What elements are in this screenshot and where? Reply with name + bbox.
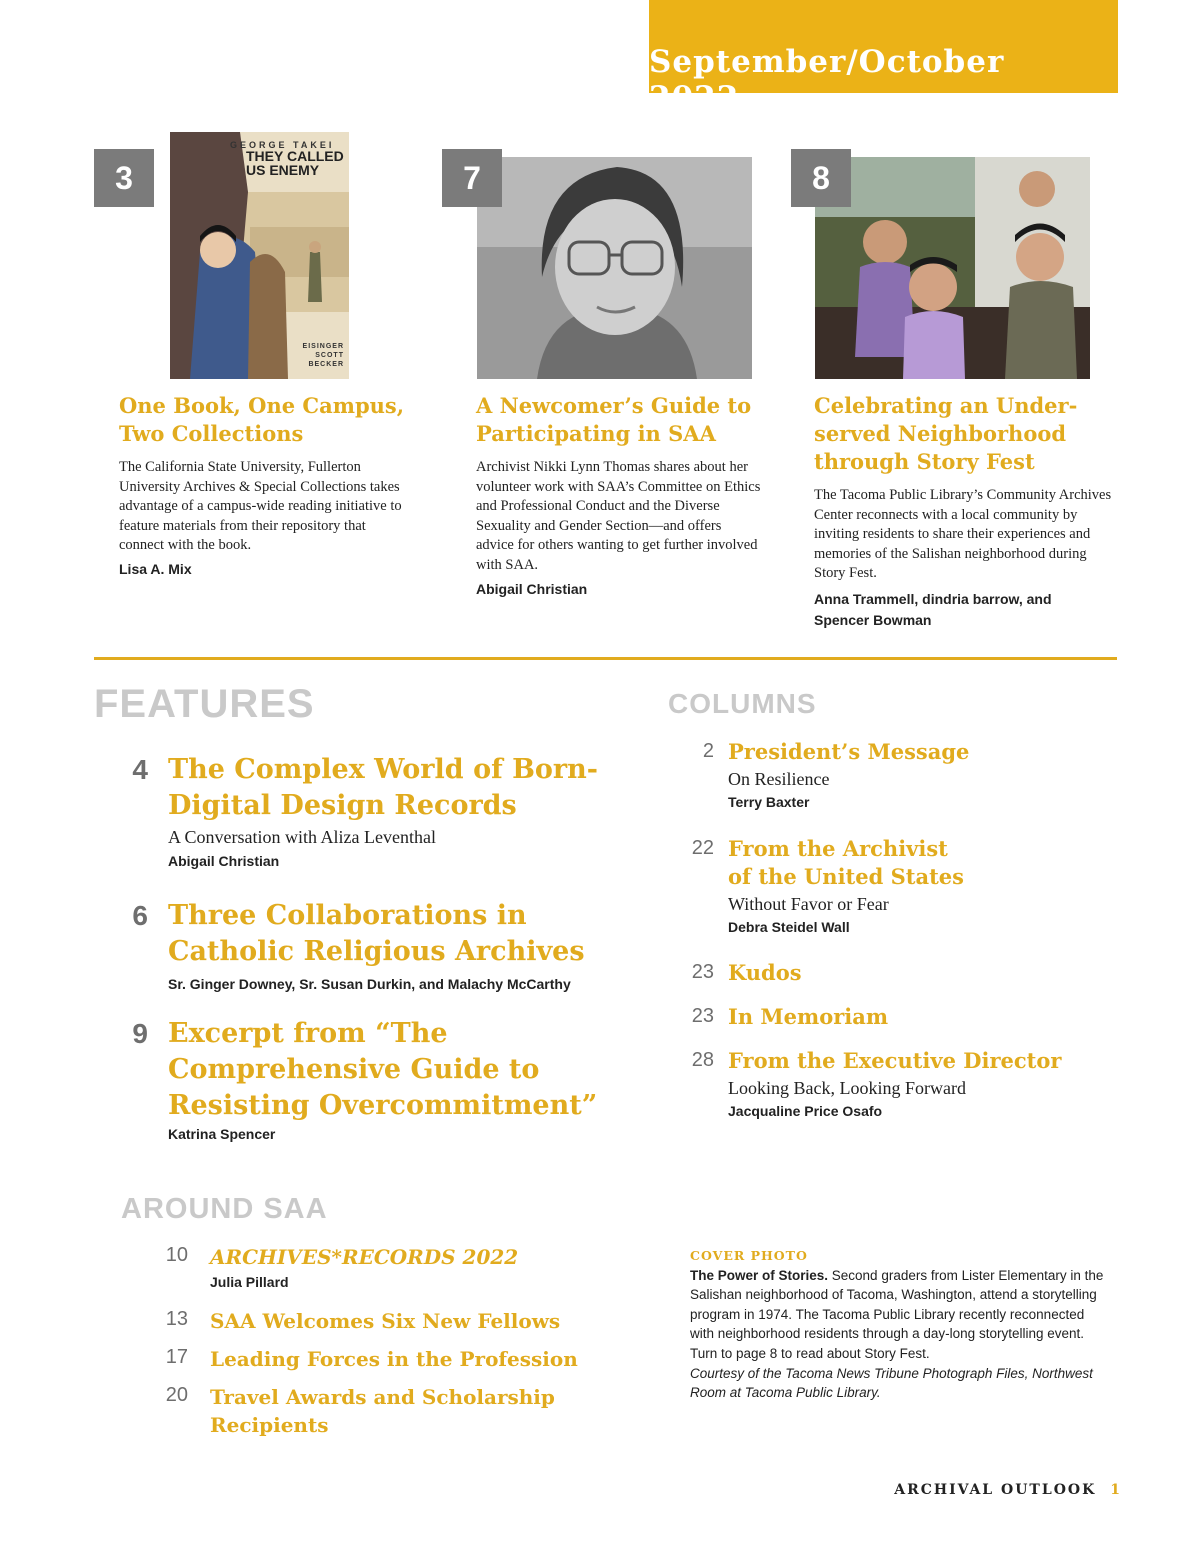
feature-item[interactable] — [108, 898, 628, 992]
teaser-2 — [476, 392, 761, 597]
column-title: From the Executive Director — [728, 1048, 1062, 1073]
feature-item[interactable] — [108, 1016, 628, 1142]
column-title: From the Archivist of the United States — [728, 836, 964, 889]
page-number-badge: 3 — [94, 149, 154, 207]
column-item[interactable] — [664, 738, 1104, 810]
around-page-number: 20 — [165, 1384, 188, 1406]
column-title: Kudos — [728, 960, 802, 985]
column-byline: Debra Steidel Wall — [728, 919, 850, 935]
column-item[interactable] — [664, 1047, 1104, 1119]
column-title: President’s Message — [728, 739, 970, 764]
book-credits: EISINGER SCOTT BECKER — [302, 343, 344, 368]
teaser-body: The California State University, Fullerton University Archives & Special Collections takes advantage of a campus-wide reading initiative to feature materials from their repository that connect with the book. — [119, 459, 402, 554]
publication-name: ARCHIVAL OUTLOOK — [894, 1482, 1097, 1498]
cover-photo-lead: The Power of Stories. — [690, 1267, 829, 1283]
column-item[interactable] — [664, 835, 1104, 935]
around-item[interactable] — [162, 1383, 602, 1439]
feature-page-number: 4 — [132, 754, 148, 785]
around-title: Travel Awards and Scholarship Recipients — [210, 1385, 555, 1437]
column-item[interactable] — [664, 959, 1104, 987]
features-heading: FEATURES — [94, 682, 315, 726]
book-title: THEY CALLED US ENEMY — [246, 148, 344, 178]
footer-page-number: 1 — [1110, 1482, 1122, 1498]
around-byline: Julia Pillard — [210, 1274, 289, 1290]
teaser-title[interactable]: A Newcomer’s Guide to Participating in SAA — [476, 393, 752, 446]
book-author: GEORGE TAKEI — [230, 140, 335, 150]
feature-title: Three Collaborations in Catholic Religious Archives — [168, 900, 585, 967]
feature-byline: Abigail Christian — [168, 853, 280, 869]
column-subtitle: On Resilience — [728, 769, 830, 789]
column-item[interactable] — [664, 1003, 1104, 1031]
feature-byline: Katrina Spencer — [168, 1126, 276, 1142]
feature-item[interactable] — [108, 752, 608, 869]
cover-photo-label: COVER PHOTO — [690, 1248, 808, 1263]
around-page-number: 10 — [165, 1244, 188, 1266]
teaser-byline: Abigail Christian — [476, 580, 588, 597]
feature-page-number: 6 — [132, 900, 148, 931]
column-byline: Terry Baxter — [728, 794, 810, 810]
feature-page-number: 9 — [132, 1018, 148, 1049]
cover-photo-caption — [690, 1246, 1110, 1403]
teaser-3 — [814, 392, 1119, 631]
around-item[interactable] — [162, 1243, 602, 1290]
children-photo — [815, 157, 1090, 379]
column-subtitle: Looking Back, Looking Forward — [728, 1078, 966, 1098]
teaser-title[interactable]: Celebrating an Under- served Neighborhood through Story Fest — [814, 393, 1078, 474]
around-title: ARCHIVES*RECORDS 2022 — [210, 1245, 519, 1269]
feature-title: Excerpt from “The Comprehensive Guide to Resisting Overcommitment” — [168, 1018, 598, 1121]
column-page-number: 28 — [691, 1049, 714, 1071]
page-footer — [894, 1482, 1122, 1498]
teaser-title[interactable]: One Book, One Campus, Two Collections — [119, 393, 405, 446]
feature-title: The Complex World of Born- Digital Design Records — [168, 754, 598, 821]
column-page-number: 2 — [702, 740, 714, 762]
cover-photo-text — [690, 1266, 1110, 1364]
book-cover-image — [170, 132, 349, 379]
around-item[interactable] — [162, 1345, 602, 1373]
around-title: SAA Welcomes Six New Fellows — [210, 1309, 561, 1333]
feature-subtitle: A Conversation with Aliza Leventhal — [168, 827, 436, 847]
columns-heading: COLUMNS — [668, 688, 817, 719]
teaser-byline: Anna Trammell, dindria barrow, and Spencer Bowman — [814, 590, 1052, 628]
feature-byline: Sr. Ginger Downey, Sr. Susan Durkin, and Malachy McCarthy — [168, 976, 571, 992]
around-page-number: 17 — [165, 1346, 188, 1368]
column-page-number: 23 — [691, 1005, 714, 1027]
teaser-body: The Tacoma Public Library’s Community Archives Center reconnects with a local community by inviting residents to share their experiences and memories of the Salishan neighborhood during Story Fest. — [814, 487, 1112, 582]
column-subtitle: Without Favor or Fear — [728, 894, 889, 914]
around-item[interactable] — [162, 1307, 602, 1335]
column-page-number: 22 — [691, 837, 714, 859]
portrait-photo — [477, 157, 752, 379]
cover-photo-description: Second graders from Lister Elementary in the Salishan neighborhood of Tacoma, Washington, attend a storytelling program in 1974. The Tacoma Public Library recently reconnected with neighborhood residents through a day-long storytelling event. Turn to page 8 to read about Story Fest. — [690, 1267, 1104, 1361]
section-divider — [94, 657, 1117, 660]
column-title: In Memoriam — [728, 1004, 889, 1029]
around-saa-heading: AROUND SAA — [121, 1193, 328, 1225]
teaser-byline: Lisa A. Mix — [119, 560, 192, 577]
page-number-badge: 7 — [442, 149, 502, 207]
column-byline: Jacqualine Price Osafo — [728, 1103, 883, 1119]
issue-date: September/October 2022 — [649, 44, 1005, 116]
column-page-number: 23 — [691, 961, 714, 983]
cover-photo-credit: Courtesy of the Tacoma News Tribune Photograph Files, Northwest Room at Tacoma Public Library. — [690, 1365, 1093, 1401]
around-page-number: 13 — [165, 1308, 188, 1330]
teaser-1 — [119, 392, 409, 577]
teaser-body: Archivist Nikki Lynn Thomas shares about her volunteer work with SAA’s Committee on Ethics and Professional Conduct and the Diverse Sexuality and Gender Section—and offers advice for others wanting to get further involved with SAA. — [476, 459, 761, 573]
around-title: Leading Forces in the Profession — [210, 1347, 578, 1371]
page-number-badge: 8 — [791, 149, 851, 207]
issue-date-banner — [649, 0, 1118, 116]
